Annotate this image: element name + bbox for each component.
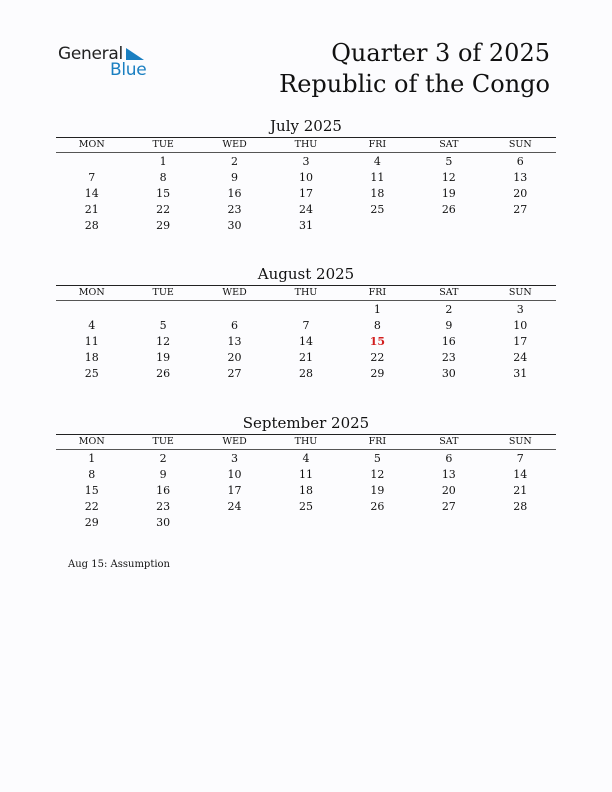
day-cell: 26 xyxy=(156,367,171,380)
day-cell: 25 xyxy=(370,203,385,216)
empty-day-cell xyxy=(485,515,556,531)
day-cell: 15 xyxy=(156,187,171,200)
weekday-header-row xyxy=(56,435,556,450)
week-row xyxy=(56,366,556,382)
day-cell: 2 xyxy=(445,303,453,316)
day-cell: 29 xyxy=(370,367,385,380)
empty-day-cell xyxy=(413,515,484,531)
day-cell: 13 xyxy=(227,335,242,348)
day-cell: 28 xyxy=(84,219,99,232)
day-cell: 10 xyxy=(227,468,242,481)
day-cell: 1 xyxy=(373,303,381,316)
title-country: Republic of the Congo xyxy=(279,70,550,98)
day-cell: 12 xyxy=(441,171,456,184)
weekday-label: SUN xyxy=(508,139,532,150)
day-cell: 11 xyxy=(370,171,385,184)
day-cell: 17 xyxy=(513,335,528,348)
day-cell: 17 xyxy=(298,187,313,200)
weekday-label: FRI xyxy=(368,139,387,150)
day-cell: 19 xyxy=(370,484,385,497)
empty-day-cell xyxy=(270,302,341,318)
day-cell: 25 xyxy=(84,367,99,380)
day-cell: 10 xyxy=(513,319,528,332)
month-title: September 2025 xyxy=(242,414,370,432)
day-cell: 26 xyxy=(370,500,385,513)
calendar-grid xyxy=(56,435,556,531)
day-cell: 7 xyxy=(302,319,310,332)
day-cell: 27 xyxy=(227,367,242,380)
weekday-label: MON xyxy=(78,436,105,447)
day-cell: 6 xyxy=(445,452,453,465)
holiday-notes xyxy=(68,559,170,570)
empty-day-cell xyxy=(56,302,127,318)
weekday-label: SAT xyxy=(439,287,459,298)
weekday-label: TUE xyxy=(152,139,174,150)
day-cell: 28 xyxy=(298,367,313,380)
day-cell: 19 xyxy=(156,351,171,364)
day-cell: 24 xyxy=(227,500,242,513)
day-cell: 5 xyxy=(445,155,453,168)
day-cell: 16 xyxy=(441,335,456,348)
day-cell: 21 xyxy=(84,203,99,216)
day-cell: 14 xyxy=(513,468,528,481)
weekday-label: SAT xyxy=(439,139,459,150)
day-cell: 27 xyxy=(441,500,456,513)
empty-day-cell xyxy=(342,515,413,531)
logo-text-blue: Blue xyxy=(110,60,147,80)
calendar-grid xyxy=(56,138,556,234)
weekday-label: FRI xyxy=(368,287,387,298)
day-cell: 25 xyxy=(298,500,313,513)
week-row xyxy=(56,302,556,318)
day-cell: 3 xyxy=(302,155,310,168)
day-cell: 16 xyxy=(156,484,171,497)
day-cell: 29 xyxy=(84,516,99,529)
day-cell: 31 xyxy=(513,367,528,380)
day-cell: 20 xyxy=(227,351,242,364)
month-title: August 2025 xyxy=(257,265,355,283)
day-cell: 5 xyxy=(159,319,167,332)
day-cell: 11 xyxy=(84,335,99,348)
title-quarter: Quarter 3 of 2025 xyxy=(331,39,550,67)
day-cell: 7 xyxy=(88,171,96,184)
day-cell: 14 xyxy=(84,187,99,200)
week-row xyxy=(56,350,556,366)
week-row xyxy=(56,467,556,483)
month-title: July 2025 xyxy=(270,117,342,135)
day-cell: 9 xyxy=(159,468,167,481)
day-cell: 14 xyxy=(298,335,313,348)
day-cell: 23 xyxy=(227,203,242,216)
day-cell: 31 xyxy=(298,219,313,232)
day-cell: 11 xyxy=(298,468,313,481)
day-cell: 28 xyxy=(513,500,528,513)
week-row xyxy=(56,515,556,531)
month-august xyxy=(56,265,556,382)
day-cell: 30 xyxy=(156,516,171,529)
weekday-label: THU xyxy=(294,287,318,298)
empty-day-cell xyxy=(199,515,270,531)
day-cell: 4 xyxy=(373,155,381,168)
month-september xyxy=(56,414,556,531)
weekday-label: THU xyxy=(294,139,318,150)
weekday-label: MON xyxy=(78,287,105,298)
day-cell: 24 xyxy=(298,203,313,216)
week-row xyxy=(56,334,556,350)
day-cell: 6 xyxy=(516,155,524,168)
week-row xyxy=(56,170,556,186)
logo-text-general: General xyxy=(58,44,123,64)
day-cell: 1 xyxy=(88,452,96,465)
day-cell: 5 xyxy=(373,452,381,465)
weekday-label: SAT xyxy=(439,436,459,447)
day-cell: 18 xyxy=(370,187,385,200)
day-cell: 18 xyxy=(84,351,99,364)
day-cell: 10 xyxy=(298,171,313,184)
day-cell: 23 xyxy=(156,500,171,513)
empty-day-cell xyxy=(56,154,127,170)
day-cell: 3 xyxy=(516,303,524,316)
week-row xyxy=(56,202,556,218)
day-cell: 27 xyxy=(513,203,528,216)
day-cell: 19 xyxy=(441,187,456,200)
page-title xyxy=(279,38,550,100)
week-row xyxy=(56,318,556,334)
weekday-label: WED xyxy=(222,139,247,150)
day-cell: 24 xyxy=(513,351,528,364)
day-cell: 2 xyxy=(159,452,167,465)
day-cell: 23 xyxy=(441,351,456,364)
day-cell: 3 xyxy=(231,452,239,465)
day-cell: 13 xyxy=(441,468,456,481)
day-cell: 9 xyxy=(445,319,453,332)
day-cell: 12 xyxy=(156,335,171,348)
empty-day-cell xyxy=(342,218,413,234)
day-cell: 20 xyxy=(513,187,528,200)
day-cell: 8 xyxy=(159,171,167,184)
week-row xyxy=(56,451,556,467)
week-row xyxy=(56,483,556,499)
day-cell: 26 xyxy=(441,203,456,216)
empty-day-cell xyxy=(127,302,198,318)
weekday-label: FRI xyxy=(368,436,387,447)
day-cell: 21 xyxy=(513,484,528,497)
weekday-label: WED xyxy=(222,287,247,298)
day-cell: 29 xyxy=(156,219,171,232)
weekday-label: MON xyxy=(78,139,105,150)
week-row xyxy=(56,186,556,202)
day-cell: 8 xyxy=(373,319,381,332)
empty-day-cell xyxy=(485,218,556,234)
empty-day-cell xyxy=(199,302,270,318)
weekday-label: WED xyxy=(222,436,247,447)
day-cell: 1 xyxy=(159,155,167,168)
day-cell: 12 xyxy=(370,468,385,481)
day-cell: 22 xyxy=(370,351,385,364)
day-cell: 2 xyxy=(231,155,239,168)
day-cell: 18 xyxy=(298,484,313,497)
day-cell: 16 xyxy=(227,187,242,200)
day-cell: 30 xyxy=(227,219,242,232)
weekday-label: SUN xyxy=(508,287,532,298)
empty-day-cell xyxy=(413,218,484,234)
week-row xyxy=(56,154,556,170)
day-cell: 22 xyxy=(84,500,99,513)
weekday-label: TUE xyxy=(152,287,174,298)
weekday-label: THU xyxy=(294,436,318,447)
day-cell: 21 xyxy=(298,351,313,364)
day-cell: 7 xyxy=(516,452,524,465)
empty-day-cell xyxy=(270,515,341,531)
week-row xyxy=(56,499,556,515)
day-cell: 22 xyxy=(156,203,171,216)
day-cell: 30 xyxy=(441,367,456,380)
day-cell: 13 xyxy=(513,171,528,184)
weekday-label: SUN xyxy=(508,436,532,447)
weekday-header-row xyxy=(56,138,556,153)
weekday-label: TUE xyxy=(152,436,174,447)
general-blue-logo xyxy=(58,44,158,80)
day-cell: 8 xyxy=(88,468,96,481)
week-row xyxy=(56,218,556,234)
day-cell: 4 xyxy=(302,452,310,465)
holiday-day-cell: 15 xyxy=(369,335,386,348)
day-cell: 9 xyxy=(231,171,239,184)
day-cell: 15 xyxy=(84,484,99,497)
month-july xyxy=(56,117,556,234)
calendar-grid xyxy=(56,286,556,382)
holiday-note: Aug 15: Assumption xyxy=(68,559,171,570)
day-cell: 4 xyxy=(88,319,96,332)
day-cell: 17 xyxy=(227,484,242,497)
weekday-header-row xyxy=(56,286,556,301)
day-cell: 6 xyxy=(231,319,239,332)
day-cell: 20 xyxy=(441,484,456,497)
